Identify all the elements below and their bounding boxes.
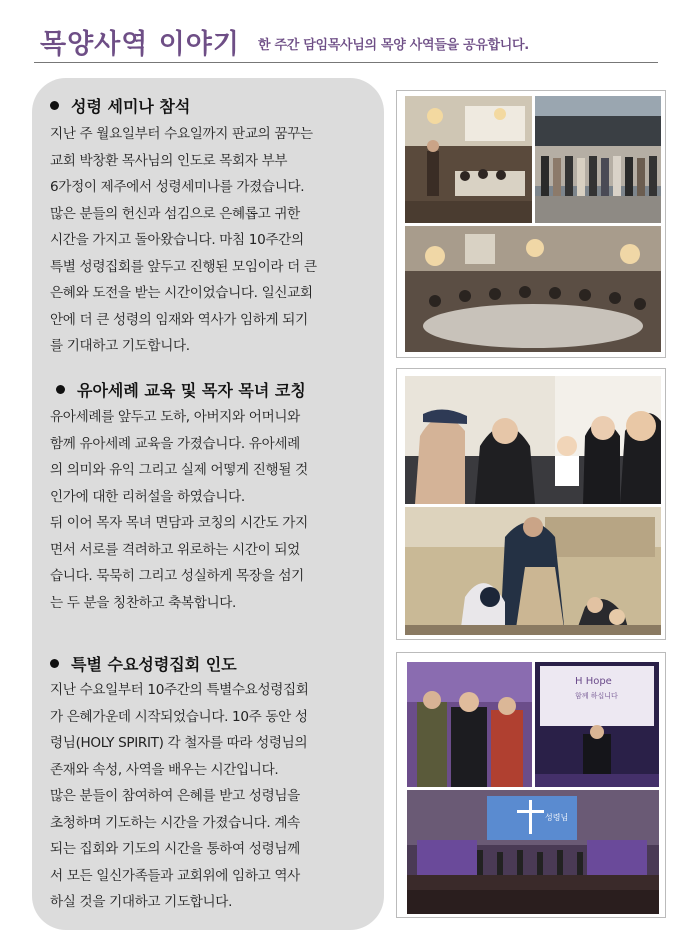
bullet-icon bbox=[56, 385, 65, 394]
photo-worship-hall bbox=[407, 790, 659, 914]
body-line: 유아세례를 앞두고 도하, 아버지와 어머니와 bbox=[50, 409, 300, 425]
photo-group-standing bbox=[535, 96, 661, 223]
section-body bbox=[50, 404, 308, 616]
body-line: 은혜와 도전을 받는 시간이었습니다. 일신교회 bbox=[50, 285, 313, 301]
body-line: 시간을 가지고 돌아왔습니다. 마침 10주간의 bbox=[50, 232, 304, 248]
photo-seminar-circle bbox=[405, 226, 661, 352]
body-line: 지난 주 월요일부터 수요일까지 판교의 꿈꾸는 bbox=[50, 126, 313, 142]
body-line: 가 은혜가운데 시작되었습니다. 10주 동안 성 bbox=[50, 708, 308, 725]
bullet-icon bbox=[50, 659, 59, 668]
body-line: 하실 것을 기대하고 기도합니다. bbox=[50, 894, 233, 910]
body-line: 초청하며 기도하는 시간을 가졌습니다. 계속 bbox=[50, 814, 300, 831]
bullet-icon bbox=[50, 101, 59, 110]
section-spirit-seminar bbox=[50, 94, 317, 360]
body-line: 뒤 이어 목자 목녀 면담과 코칭의 시간도 가지 bbox=[50, 515, 308, 531]
body-line: 교회 박창환 목사님의 인도로 목회자 부부 bbox=[50, 152, 288, 169]
section-title bbox=[50, 652, 309, 675]
section-wednesday-meeting bbox=[50, 652, 309, 916]
slide-text-3: 성령님 bbox=[545, 813, 569, 822]
photo-seminar-room bbox=[405, 96, 532, 223]
section-title bbox=[50, 94, 317, 117]
section-title-text: 특별 수요성령집회 인도 bbox=[71, 655, 237, 674]
body-line: 습니다. 묵묵히 그리고 성실하게 목장을 섬기 bbox=[50, 568, 304, 584]
body-line: 되는 집회와 기도의 시간을 통하여 성령님께 bbox=[50, 841, 300, 857]
body-line: 안에 더 큰 성령의 임재와 역사가 임하게 되기 bbox=[50, 311, 308, 328]
section-infant-baptism bbox=[50, 378, 308, 616]
section-body bbox=[50, 121, 317, 360]
page-header bbox=[40, 14, 660, 62]
body-line: 지난 수요일부터 10주간의 특별수요성령집회 bbox=[50, 682, 309, 698]
page-subtitle: 한 주간 담임목사님의 목양 사역들을 공유합니다. bbox=[258, 38, 529, 53]
slide-text-1: H Hope bbox=[575, 676, 612, 687]
body-line: 함께 유아세례 교육을 가졌습니다. 유아세례 bbox=[50, 435, 300, 452]
body-line: 는 두 분을 칭찬하고 축복합니다. bbox=[50, 594, 237, 611]
photo-leaders-stage bbox=[407, 662, 532, 787]
photo-sermon-slide bbox=[535, 662, 659, 787]
photo-prayer-blessing bbox=[405, 507, 661, 635]
body-line: 를 기대하고 기도합니다. bbox=[50, 338, 190, 354]
body-line: 많은 분들의 헌신과 섬김으로 은혜롭고 귀한 bbox=[50, 205, 300, 222]
photo-family-selfie bbox=[405, 376, 661, 504]
header-divider bbox=[34, 62, 658, 63]
body-line: 의 의미와 유익 그리고 실제 어떻게 진행될 것 bbox=[50, 462, 308, 478]
body-line: 령님(HOLY SPIRIT) 각 철자를 따라 성령님의 bbox=[50, 735, 308, 751]
body-line: 특별 성령집회를 앞두고 진행된 모임이라 더 큰 bbox=[50, 258, 317, 275]
body-line: 인가에 대한 리허설을 하였습니다. bbox=[50, 488, 245, 505]
section-body bbox=[50, 677, 309, 916]
slide-text-2: 함께 하십니다 bbox=[575, 692, 618, 700]
body-line: 서 모든 일신가족들과 교회위에 임하고 역사 bbox=[50, 867, 300, 884]
body-line: 많은 분들이 참여하여 은혜를 받고 성령님을 bbox=[50, 788, 300, 804]
section-title bbox=[50, 378, 308, 401]
section-title-text: 유아세례 교육 및 목자 목녀 코칭 bbox=[77, 381, 306, 400]
body-line: 존재와 속성, 사역을 배우는 시간입니다. bbox=[50, 761, 279, 778]
section-title-text: 성령 세미나 참석 bbox=[71, 97, 191, 116]
body-line: 면서 서로를 격려하고 위로하는 시간이 되었 bbox=[50, 541, 300, 558]
page-title: 목양사역 이야기 bbox=[40, 29, 240, 60]
body-line: 6가정이 제주에서 성령세미나를 가졌습니다. bbox=[50, 179, 305, 195]
